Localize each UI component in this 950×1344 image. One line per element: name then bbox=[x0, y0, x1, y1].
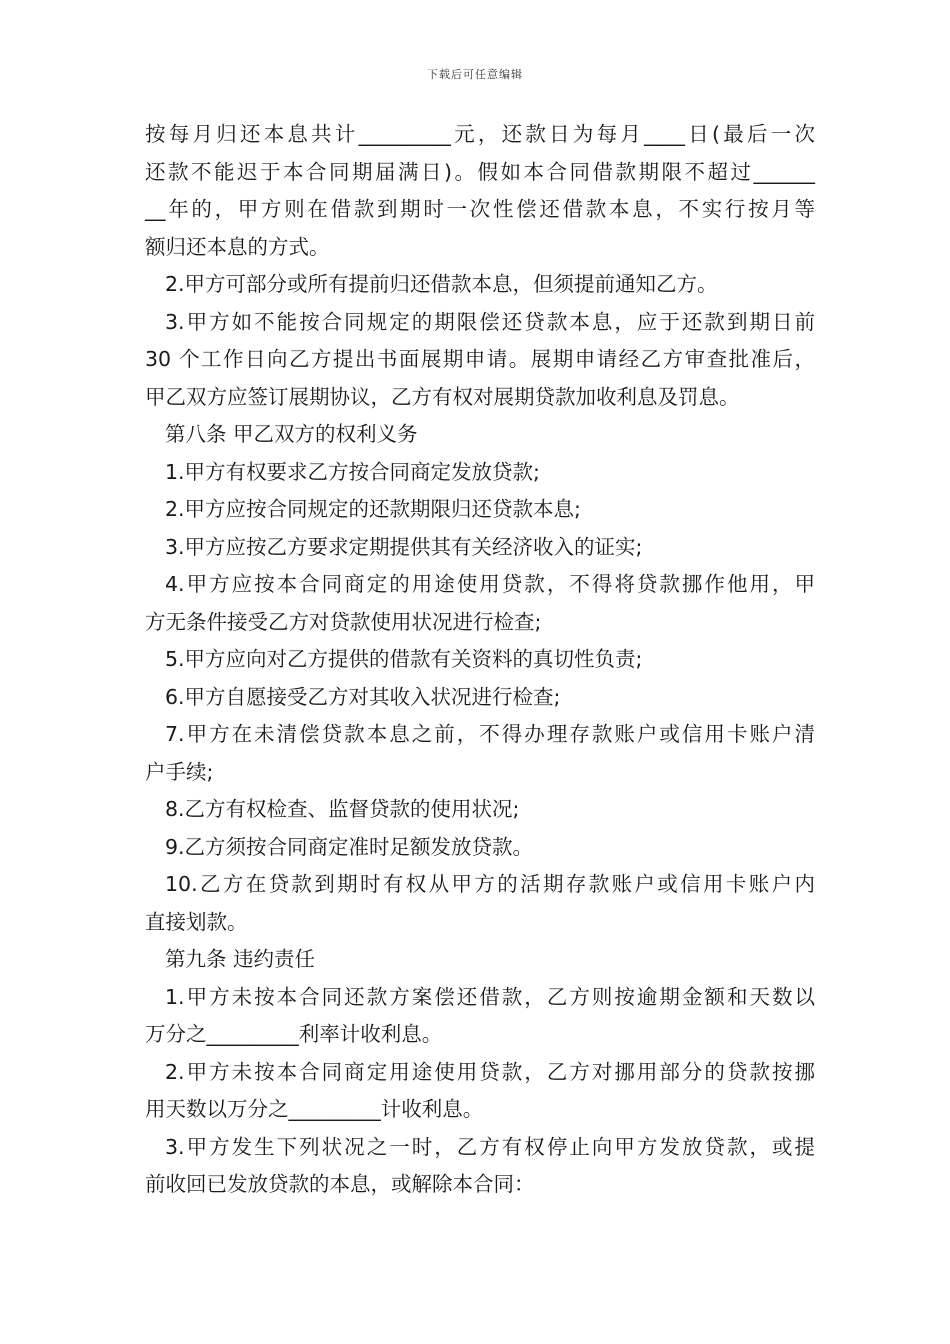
text-line: 30 个工作日向乙方提出书面展期申请。展期申请经乙方审查批准后， bbox=[145, 347, 815, 371]
text-line: 1.甲方未按本合同还款方案偿还借款，乙方则按逾期金额和天数以 bbox=[165, 984, 815, 1009]
text-line: 用天数以万分之_________计收利息。 bbox=[145, 1097, 484, 1121]
text-line: 9.乙方须按合同商定准时足额发放贷款。 bbox=[165, 834, 534, 859]
text-line: 3.甲方应按乙方要求定期提供其有关经济收入的证实; bbox=[165, 534, 643, 559]
text-line: 1.甲方有权要求乙方按合同商定发放贷款; bbox=[165, 459, 540, 484]
text-line: 5.甲方应向对乙方提供的借款有关资料的真切性负责; bbox=[165, 647, 643, 671]
text-line: 前收回已发放贷款的本息，或解除本合同： bbox=[145, 1172, 535, 1196]
text-line: 直接划款。 bbox=[145, 909, 248, 934]
text-line: 2.甲方未按本合同商定用途使用贷款，乙方对挪用部分的贷款按挪 bbox=[165, 1059, 815, 1084]
text-line: 3.甲方如不能按合同规定的期限偿还贷款本息，应于还款到期日前 bbox=[165, 309, 815, 334]
document-body bbox=[145, 116, 815, 1204]
text-line: 10.乙方在贷款到期时有权从甲方的活期存款账户或信用卡账户内 bbox=[165, 872, 815, 896]
section-heading: 第九条 违约责任 bbox=[165, 947, 316, 971]
text-line: 按每月归还本息共计_________元，还款日为每月____日(最后一次 bbox=[145, 122, 815, 146]
section-heading: 第八条 甲乙双方的权利义务 bbox=[165, 422, 418, 446]
text-line: 方无条件接受乙方对贷款使用状况进行检查; bbox=[145, 609, 542, 634]
text-line: 万分之_________利率计收利息。 bbox=[145, 1022, 443, 1046]
text-line: 甲乙双方应签订展期协议，乙方有权对展期贷款加收利息及罚息。 bbox=[145, 384, 740, 409]
text-line: __年的，甲方则在借款到期时一次性偿还借款本息，不实行按月等 bbox=[145, 197, 815, 221]
text-line: 3.甲方发生下列状况之一时，乙方有权停止向甲方发放贷款，或提 bbox=[165, 1134, 815, 1159]
text-line: 4.甲方应按本合同商定的用途使用贷款，不得将贷款挪作他用，甲 bbox=[165, 572, 815, 596]
text-line: 额归还本息的方式。 bbox=[145, 234, 330, 259]
text-line: 2.甲方可部分或所有提前归还借款本息，但须提前通知乙方。 bbox=[165, 272, 718, 296]
text-line: 还款不能迟于本合同期届满日)。假如本合同借款期限不超过______ bbox=[145, 159, 815, 184]
text-line: 8.乙方有权检查、监督贷款的使用状况; bbox=[165, 797, 520, 821]
page-header: 下载后可任意编辑 bbox=[427, 68, 523, 81]
text-line: 2.甲方应按合同规定的还款期限归还贷款本息; bbox=[165, 497, 581, 521]
text-line: 7.甲方在未清偿贷款本息之前，不得办理存款账户或信用卡账户清 bbox=[165, 722, 815, 746]
text-line: 户手续; bbox=[145, 759, 214, 784]
text-line: 6.甲方自愿接受乙方对其收入状况进行检查; bbox=[165, 684, 561, 709]
